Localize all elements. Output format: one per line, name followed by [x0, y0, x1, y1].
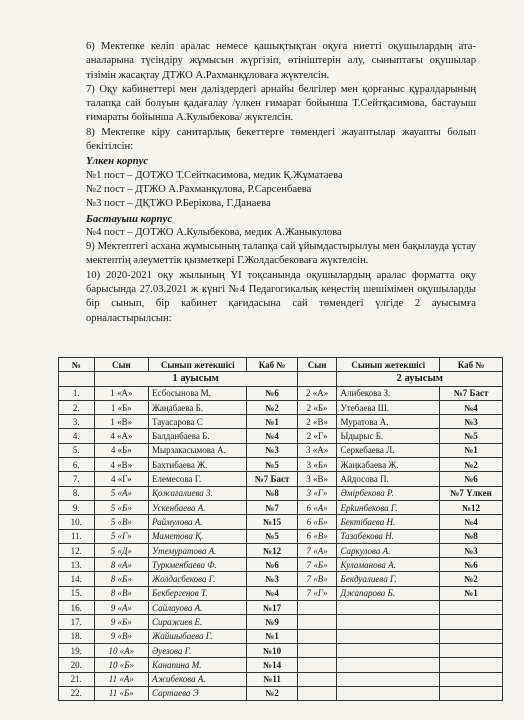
room-cell: [440, 601, 503, 615]
table-row: [59, 400, 503, 414]
paragraph-10: 10) 2020-2021 оқу жылының YI тоқсанында оқушылардың аралас форматта оқу барысында 27.03.2021 ж күнгі №4 Педагогикалық кеңестің шешімімен оқушыларды бір сынып, бір кабинет қағидасына сай төмендегі үлгіде 2 ауысымға орналастырылсын:: [86, 269, 476, 324]
teacher-cell: Мырзакасымова А.: [149, 443, 247, 457]
col-header-room: Каб №: [440, 358, 503, 372]
class-cell: 4 «Г»: [94, 472, 148, 486]
row-number: 12.: [59, 543, 95, 557]
table-row: [59, 386, 503, 400]
table-row: [59, 429, 503, 443]
row-number: 17.: [59, 615, 95, 629]
table-row: [59, 686, 503, 700]
table-row: [59, 629, 503, 643]
teacher-cell: Утемуратова А.: [149, 543, 247, 557]
room-cell: №5: [247, 458, 297, 472]
class-cell: 2 «В»: [297, 415, 337, 429]
teacher-cell: Бекдуалиева Г.: [337, 572, 440, 586]
teacher-cell: [337, 686, 440, 700]
room-cell: №8: [440, 529, 503, 543]
class-cell: 9 «В»: [94, 629, 148, 643]
post-line: №2 пост – ДТЖО А.Рахманқұлова, Р.Сарсенбаева: [86, 183, 312, 195]
table-row: [59, 486, 503, 500]
row-number: 22.: [59, 686, 95, 700]
row-number: 5.: [59, 443, 95, 457]
teacher-cell: [337, 658, 440, 672]
table-row: [59, 500, 503, 514]
teacher-cell: Жайшыбаева Г.: [149, 629, 247, 643]
room-cell: [440, 686, 503, 700]
room-cell: №2: [440, 458, 503, 472]
row-number: 4.: [59, 429, 95, 443]
row-number: 16.: [59, 601, 95, 615]
col-header-teacher: Сынып жетекшісі: [337, 358, 440, 372]
row-number: 7.: [59, 472, 95, 486]
table-row: [59, 601, 503, 615]
teacher-cell: Куламанова А.: [337, 558, 440, 572]
class-cell: [297, 658, 337, 672]
row-number: 11.: [59, 529, 95, 543]
room-cell: №7 Баст: [247, 472, 297, 486]
table-row: [59, 443, 503, 457]
teacher-cell: Сайлауова А.: [149, 601, 247, 615]
class-cell: 7 «А»: [297, 543, 337, 557]
teacher-cell: Елемесова Г.: [149, 472, 247, 486]
teacher-cell: [337, 672, 440, 686]
room-cell: №6: [247, 386, 297, 400]
room-cell: №1: [247, 415, 297, 429]
teacher-cell: Серкебаева Л.: [337, 443, 440, 457]
teacher-cell: Ерkинбекова Г.: [337, 500, 440, 514]
shift-row: [59, 372, 503, 386]
class-cell: 8 «Б»: [94, 572, 148, 586]
class-cell: 3 «А»: [297, 443, 337, 457]
row-number: 19.: [59, 643, 95, 657]
class-cell: 5 «В»: [94, 515, 148, 529]
teacher-cell: Бекбергенов Т.: [149, 586, 247, 600]
empty-cell: [59, 372, 95, 386]
empty-cell: [297, 372, 337, 386]
class-cell: 6 «В»: [297, 529, 337, 543]
post-line: №1 пост – ДОТЖО Т.Сейткасимова, медик Қ.Жұматаева: [86, 169, 343, 181]
class-cell: 2 «Г»: [297, 429, 337, 443]
room-cell: №1: [440, 443, 503, 457]
class-cell: 1 «Б»: [94, 400, 148, 414]
class-cell: 2 «Б»: [297, 400, 337, 414]
teacher-cell: Раймулова А.: [149, 515, 247, 529]
class-cell: [297, 601, 337, 615]
room-cell: [440, 615, 503, 629]
room-cell: №7: [247, 500, 297, 514]
table-row: [59, 458, 503, 472]
class-cell: 3 «Б»: [297, 458, 337, 472]
class-cell: 11 «Б»: [94, 686, 148, 700]
row-number: 21.: [59, 672, 95, 686]
class-cell: 10 «А»: [94, 643, 148, 657]
class-cell: [297, 686, 337, 700]
teacher-cell: Бектібаева Н.: [337, 515, 440, 529]
class-cell: 5 «А»: [94, 486, 148, 500]
room-cell: №14: [247, 658, 297, 672]
teacher-cell: Балданбаева Б.: [149, 429, 247, 443]
room-cell: №8: [247, 486, 297, 500]
room-cell: №2: [440, 572, 503, 586]
class-cell: 9 «Б»: [94, 615, 148, 629]
col-header-number: №: [59, 358, 95, 372]
table-row: [59, 515, 503, 529]
teacher-cell: Саркулова А.: [337, 543, 440, 557]
class-cell: 4 «А»: [94, 429, 148, 443]
teacher-cell: [337, 601, 440, 615]
teacher-cell: Сиражиев Е.: [149, 615, 247, 629]
table-row: [59, 658, 503, 672]
shift-2-label: 2 ауысым: [337, 372, 503, 386]
teacher-cell: Әуезова Г.: [149, 643, 247, 657]
class-cell: 2 «А»: [297, 386, 337, 400]
teacher-cell: Ажибекова А.: [149, 672, 247, 686]
room-cell: №1: [440, 586, 503, 600]
class-cell: 7 «Б»: [297, 558, 337, 572]
table-row: [59, 643, 503, 657]
col-header-room: Каб №: [247, 358, 297, 372]
teacher-cell: Жаңкабаева Ж.: [337, 458, 440, 472]
table-row: [59, 415, 503, 429]
room-cell: №4: [247, 429, 297, 443]
teacher-cell: Ыдырыс Б.: [337, 429, 440, 443]
row-number: 2.: [59, 400, 95, 414]
teacher-cell: Утебаева Ш.: [337, 400, 440, 414]
room-cell: [440, 672, 503, 686]
teacher-cell: Джапарова Б.: [337, 586, 440, 600]
teacher-cell: Есбосынова М.: [149, 386, 247, 400]
row-number: 10.: [59, 515, 95, 529]
primary-building-heading: Бастауыш корпус: [86, 212, 173, 225]
class-cell: 1 «А»: [94, 386, 148, 400]
class-cell: 5 «Г»: [94, 529, 148, 543]
teacher-cell: Әмірбекова Р.: [337, 486, 440, 500]
table-row: [59, 543, 503, 557]
paragraph-8: 8) Мектепке кіру санитарлық бекеттерге төмендегі жауаптылар жауапты болып бекітілсін:: [86, 126, 476, 153]
table-header-row: [59, 358, 503, 372]
teacher-cell: Муратова А.: [337, 415, 440, 429]
post-line: №4 пост – ДОТЖО А.Кулыбекова, медик А.Жаныкулова: [86, 226, 342, 238]
room-cell: [440, 658, 503, 672]
class-cell: 4 «В»: [94, 458, 148, 472]
room-cell: №3: [440, 415, 503, 429]
room-cell: №5: [247, 529, 297, 543]
room-cell: №17: [247, 601, 297, 615]
table-row: [59, 615, 503, 629]
table-row: [59, 558, 503, 572]
room-cell: №3: [247, 572, 297, 586]
row-number: 14.: [59, 572, 95, 586]
row-number: 6.: [59, 458, 95, 472]
room-cell: №10: [247, 643, 297, 657]
teacher-cell: Жаңабаева Б.: [149, 400, 247, 414]
teacher-cell: Қожағалиева З.: [149, 486, 247, 500]
teacher-cell: Жолдасбекова Г.: [149, 572, 247, 586]
class-cell: 5 «Б»: [94, 500, 148, 514]
senior-building-heading: Үлкен корпус: [86, 155, 149, 168]
table-row: [59, 572, 503, 586]
row-number: 20.: [59, 658, 95, 672]
table-row: [59, 472, 503, 486]
teacher-cell: [337, 629, 440, 643]
row-number: 8.: [59, 486, 95, 500]
class-cell: 8 «А»: [94, 558, 148, 572]
room-cell: [440, 629, 503, 643]
col-header-class: Сын: [297, 358, 337, 372]
room-cell: №11: [247, 672, 297, 686]
teacher-cell: Алибекова З.: [337, 386, 440, 400]
row-number: 3.: [59, 415, 95, 429]
table-row: [59, 586, 503, 600]
class-cell: 6 «А»: [297, 500, 337, 514]
room-cell: №6: [247, 558, 297, 572]
room-cell: №3: [247, 443, 297, 457]
teacher-cell: Ускенбаева А.: [149, 500, 247, 514]
room-cell: №6: [440, 558, 503, 572]
post-line: №3 пост – ДҚТЖО Р.Берікова, Г.Данаева: [86, 198, 271, 210]
room-cell: №1: [247, 629, 297, 643]
class-cell: 3 «Г»: [297, 486, 337, 500]
class-cell: [297, 615, 337, 629]
room-cell: №4: [440, 515, 503, 529]
room-cell: №6: [440, 472, 503, 486]
teacher-cell: Маметова Қ.: [149, 529, 247, 543]
room-cell: №4: [247, 586, 297, 600]
class-cell: 9 «А»: [94, 601, 148, 615]
class-assignment-table: [58, 357, 503, 701]
class-cell: 11 «А»: [94, 672, 148, 686]
teacher-cell: Туркменбаева Ф.: [149, 558, 247, 572]
teacher-cell: Бахтибаева Ж.: [149, 458, 247, 472]
class-cell: [297, 629, 337, 643]
teacher-cell: Тазабекова Н.: [337, 529, 440, 543]
room-cell: №12: [247, 543, 297, 557]
teacher-cell: [337, 615, 440, 629]
class-cell: [297, 672, 337, 686]
class-cell: 6 «Б»: [297, 515, 337, 529]
table-row: [59, 672, 503, 686]
room-cell: №9: [247, 615, 297, 629]
col-header-teacher: Сынып жетекшісі: [149, 358, 247, 372]
teacher-cell: Сартаева Э: [149, 686, 247, 700]
teacher-cell: Тауасарова С: [149, 415, 247, 429]
class-cell: 10 «Б»: [94, 658, 148, 672]
room-cell: №15: [247, 515, 297, 529]
teacher-cell: Айдосова П.: [337, 472, 440, 486]
paragraph-6: 6) Мектепке келіп аралас немесе қашықтықтан оқуға ниетті оқушылардың ата-аналарына түсіндіру жұмысын жүргізіп, өтініштерін алу, сыныптағы оқушылар тізімін жасақтау ДТЖО А.Рахманқұловаға жүктелсін.: [86, 41, 476, 81]
room-cell: [440, 643, 503, 657]
room-cell: №4: [440, 400, 503, 414]
paragraph-7: 7) Оқу кабинеттері мен дәліздердегі арнайы белгілер мен қорғаныс құралдарының талапқа сай болуын қадағалау /үлкен ғимарат бойынша Т.Сейтқасимова, бастауыш ғимараты бойынша А.Кулыбекова/ жүктелсін.: [86, 83, 476, 124]
class-cell: 4 «Б»: [94, 443, 148, 457]
room-cell: №12: [440, 500, 503, 514]
paragraph-9: 9) Мектептегі асхана жұмысының талапқа сай ұйымдастырылуы мен бақылауда ұстау мектептің әлеуметтік қызметкері Г.Жолдасбековаға жүктелсін.: [86, 241, 476, 267]
room-cell: №3: [440, 543, 503, 557]
teacher-cell: Канапина М.: [149, 658, 247, 672]
room-cell: №7 Баст: [440, 386, 503, 400]
class-cell: 3 «В»: [297, 472, 337, 486]
table-row: [59, 529, 503, 543]
shift-1-label: 1 ауысым: [94, 372, 297, 386]
row-number: 15.: [59, 586, 95, 600]
room-cell: №7 Үлкен: [440, 486, 503, 500]
class-cell: 1 «В»: [94, 415, 148, 429]
class-cell: 7 «Г»: [297, 586, 337, 600]
room-cell: №5: [440, 429, 503, 443]
row-number: 9.: [59, 500, 95, 514]
room-cell: №2: [247, 686, 297, 700]
class-cell: 7 «В»: [297, 572, 337, 586]
col-header-class: Сын: [94, 358, 148, 372]
row-number: 18.: [59, 629, 95, 643]
row-number: 13.: [59, 558, 95, 572]
row-number: 1.: [59, 386, 95, 400]
room-cell: №2: [247, 400, 297, 414]
teacher-cell: [337, 643, 440, 657]
class-cell: [297, 643, 337, 657]
class-cell: 8 «В»: [94, 586, 148, 600]
class-cell: 5 «Д»: [94, 543, 148, 557]
